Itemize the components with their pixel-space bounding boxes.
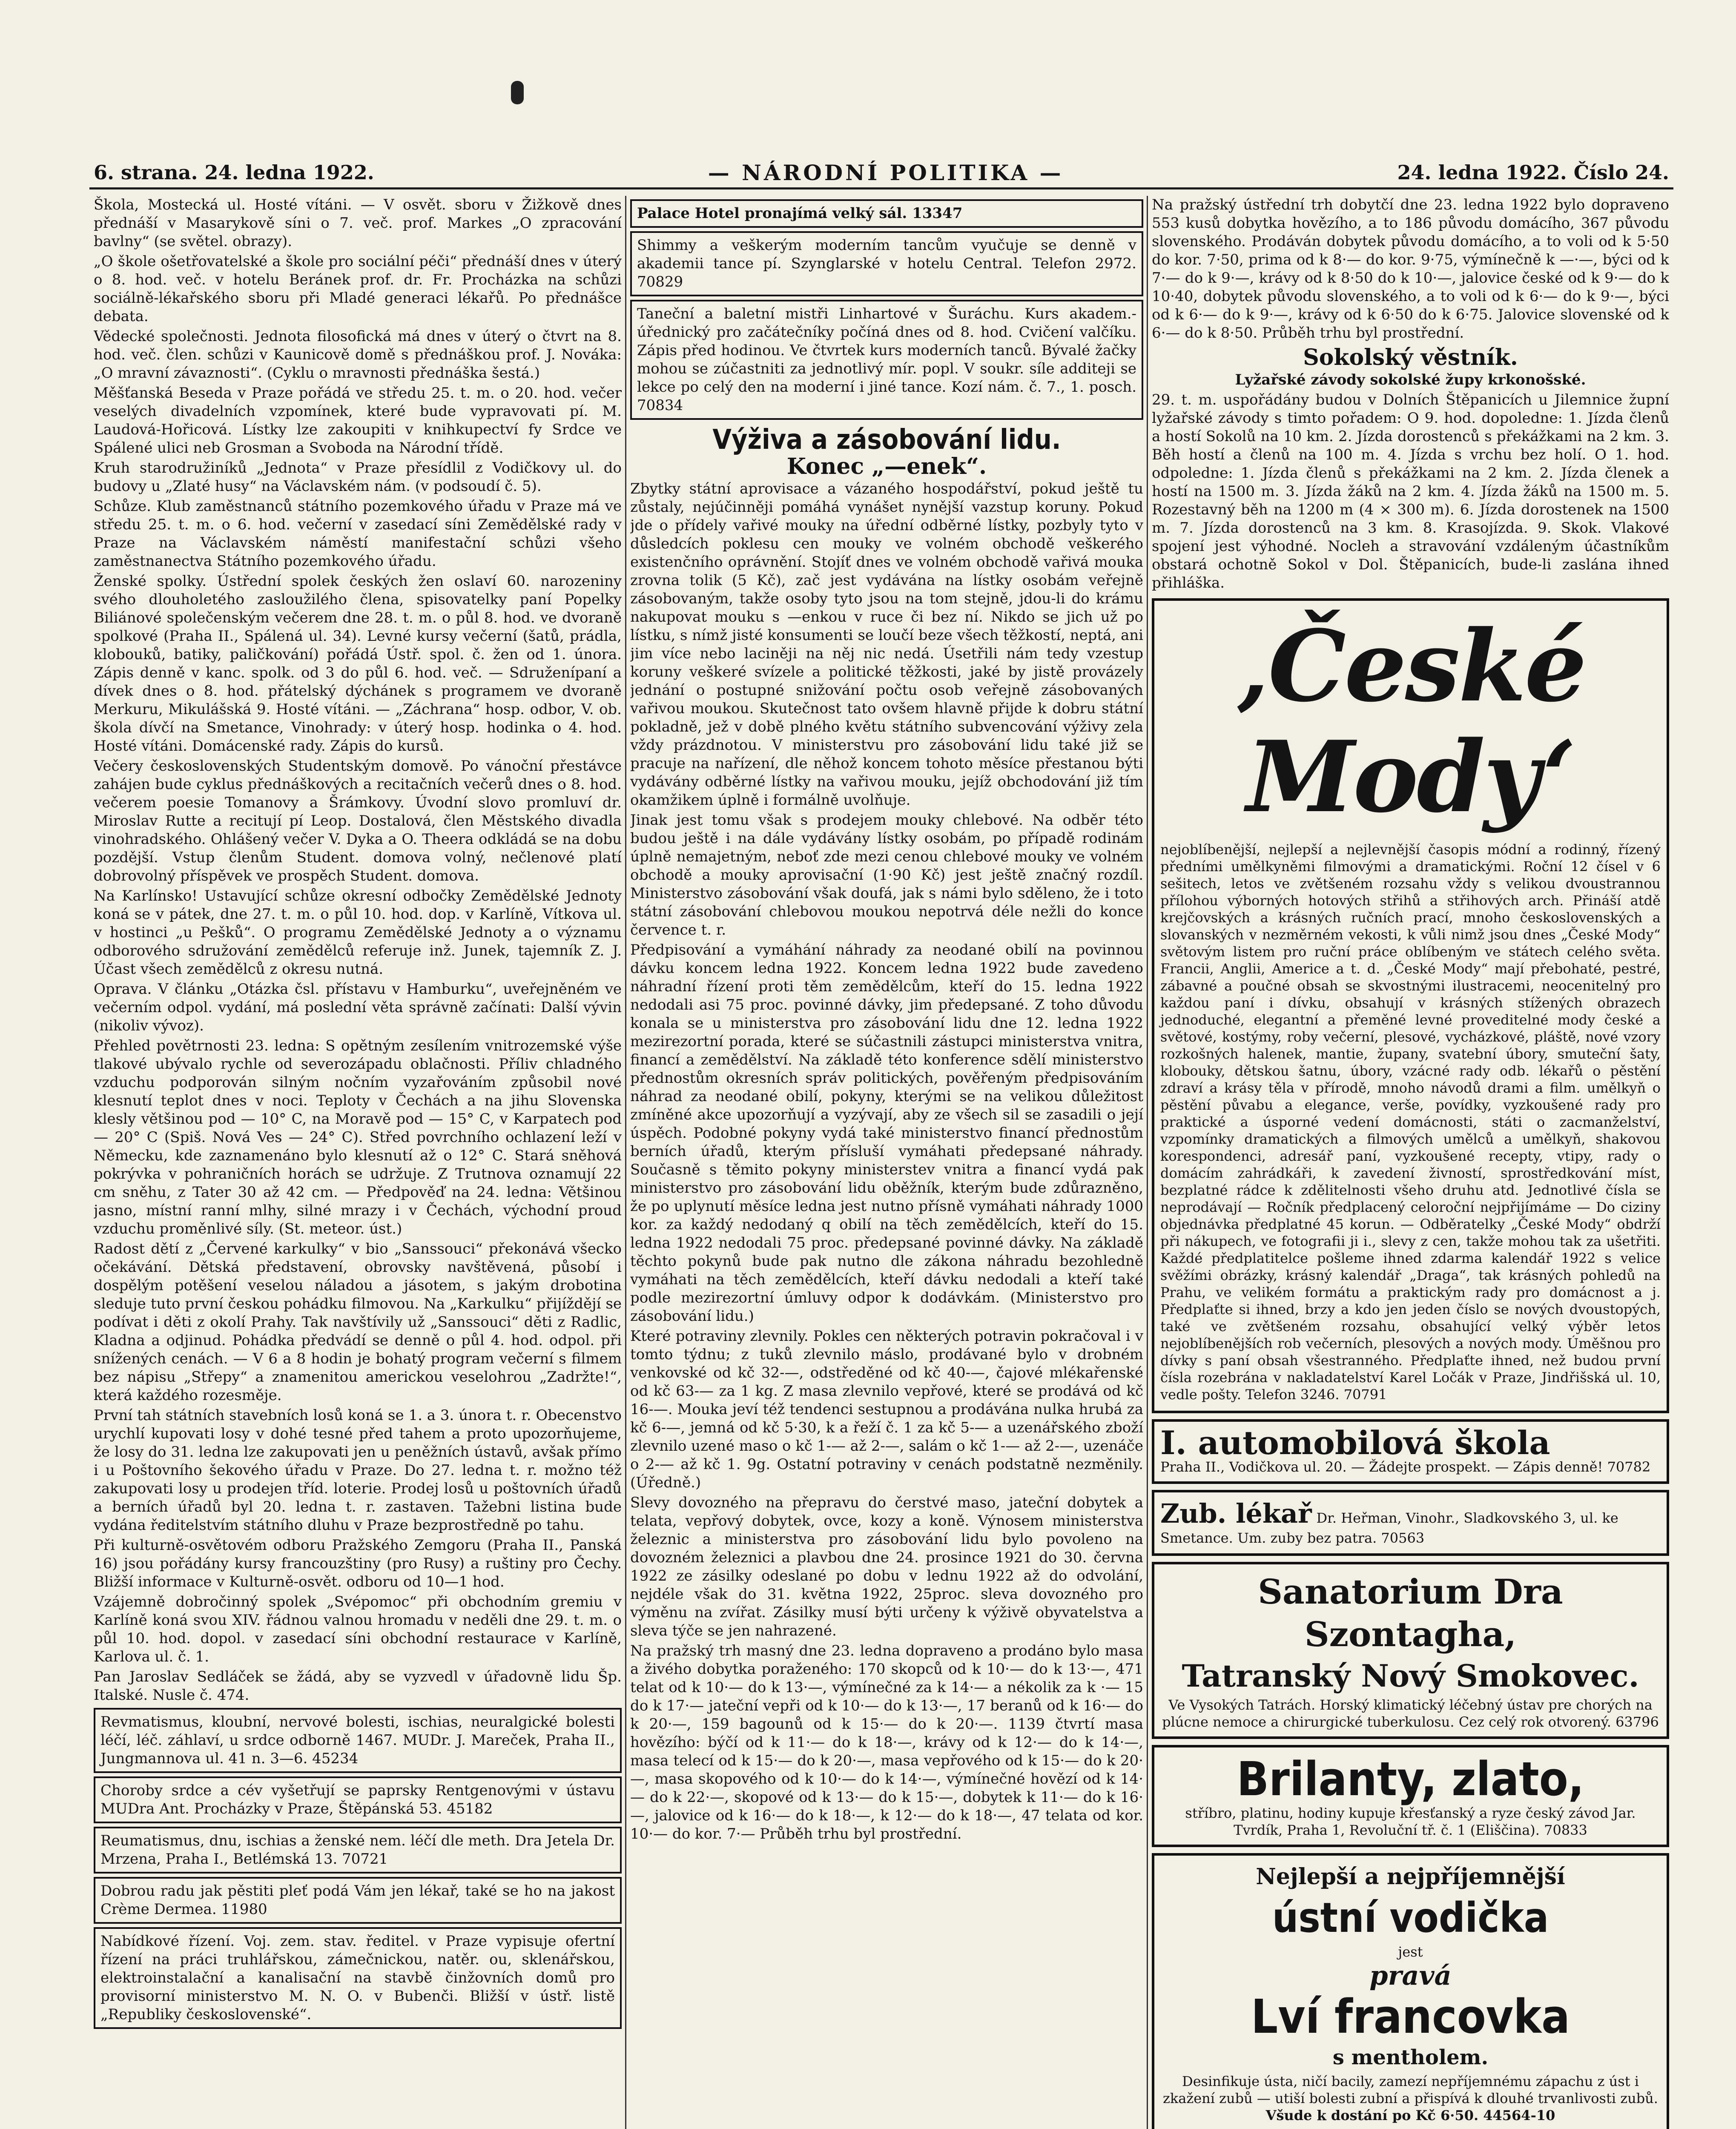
dentist-ad <box>1152 1490 1669 1556</box>
column-1 <box>94 196 622 2129</box>
sanatorium-text: Ve Vysokých Tatrách. Horský klimatický léčebný ústav pre chorých na plúcne nemoce a chirurgické tuberkulosu. Cez celý rok otvorený. 63796 <box>1162 1697 1659 1730</box>
column-2 <box>630 196 1143 2129</box>
lvi-menthol: s mentholem. <box>1332 2046 1489 2069</box>
brilanty-ad <box>1152 1745 1669 1847</box>
paragraph: Pan Jaroslav Sedláček se žádá, aby se vyzvedl v úřadovně lidu Šp. Italské. Nusle č. 474. <box>94 1668 622 1704</box>
masthead <box>94 160 1669 185</box>
paragraph: Vědecké společnosti. Jednota filosofická má dnes v úterý o čtvrt na 8. hod. več. člen. schůzi v Kaunicově domě s přednáškou prof. J. Nováka: „O mravní závaznosti“. (Cyklu o mravnosti přednáška šestá.) <box>94 328 622 382</box>
paragraph: Zbytky státní aprovisace a vázaného hospodářství, pokud ještě tu zůstaly, nejúčinněji pomáhá vynášet nynější vazstup koruny. Pokud jde o přídely vařivé mouky na úřední odběrné lístky, pozbyly tyto v důsledcích poklesu cen mouky ve volném obchodě veškerého existenčního oprávnění. Stojíť dnes ve volném obchodě vařivá mouka zrovna tolik (5 Kč), zač jest vydávána na lístky osobám veřejně zásobovaným, takže osoby tyto jsou na tom stejně, jdou-li do krámu nakupovat mouku s —enkou v ruce či bez ní. Nikdo se jich už po lístku, s nímž jisté konsumenti se loučí beze všech těžkostí, neptá, ani jim více nebo laciněji na něj nic nedá. Úsetřili nám tedy vzestup koruny veškeré svízele a politické těžkosti, jaké by jistě provázely jednání o postupné snižování počtu osob veřejně zásobovaných vařivou moukou. Skutečnost tato ovšem hlavně přijde k dobru státní pokladně, jež v době plného květu státního subvencování výživy zela vždy prázdnotou. V ministerstvu pro zásobování lidu také již se pracuje na nařízení, dle něhož koncem tohoto měsíce přestanou býti vydávány odběrné lístky na vařivou mouku, jejíž obchodování již tím okamžikem úplně i formálně uvolňuje. <box>630 480 1143 809</box>
paragraph: Jinak jest tomu však s prodejem mouky chlebové. Na odběr této budou ještě i na dále vydávány lístky osobám, po případě rodinám úplně nemajetným, neboť zde mezi cenou chlebové mouky ve volném obchodě a mouky aprovisační (1·90 Kč) jest ještě značný rozdíl. Ministerstvo zásobování však doufá, jak s námi bylo sděleno, že i toto státní zásobování chlebovou moukou nepotrvá déle nežli do konce července t. r. <box>630 812 1143 938</box>
lvi-price: Všude k dostání po Kč 6·50. 44564-10 <box>1265 2107 1555 2123</box>
paragraph: Ženské spolky. Ústřední spolek českých žen oslaví 60. narozeniny svého dlouholetého zasloužilého člena, spisovatelky paní Popelky Biliánové společenským večerem dne 28. t. m. o půl 8. hod. ve dvoraně spolkové (Praha II., Spálená ul. 34). Levné kursy večerní (šatů, prádla, klobouků, batiky, paličkování) pořádá Ústř. spol. č. žen od 1. února. Zápis denně v kanc. spolk. od 3 do půl 6. hod. več. — Sdruženípaní a dívek dnes o 8. hod. přátelský dýchánek s programem ve dvoraně Merkuru, Mikulášská 9. Hosté vítáni. — „Záchrana“ hosp. odbor, V. ob. škola dívčí na Smetance, Vinohrady: v úterý hosp. hodinka o 4. hod. Hosté vítáni. Domácenské rady. Zápis do kursů. <box>94 573 622 755</box>
sokol-subheadline: Lyžařské závody sokolské župy krkonošské. <box>1235 371 1586 388</box>
lvi-product: ústní vodička <box>1272 1894 1549 1942</box>
lvi-francovka-ad <box>1152 1853 1669 2129</box>
ceske-mody-ad <box>1152 598 1669 1413</box>
dance-ad: Shimmy a veškerým moderním tancům vyučuje se denně v akademii tance pí. Szynglarské v hotelu Central. Telefon 2972. 70829 <box>630 231 1143 296</box>
lvi-prava: pravá <box>1369 1960 1452 1991</box>
sanatorium-title: Sanatorium Dra Szontagha, <box>1258 1572 1563 1654</box>
classified-ad: Dobrou radu jak pěstiti pleť podá Vám jen lékař, také se ho na jakost Crème Dermea. 11980 <box>94 1877 622 1924</box>
dentist-title: Zub. lékař <box>1160 1498 1312 1529</box>
paragraph: Předpisování a vymáhání náhrady za neodané obilí na povinnou dávku koncem ledna 1922. Koncem ledna 1922 bude zavedeno náhradní řízení proti těm zemědělcům, kteří do 15. ledna 1922 nedodali asi 75 proc. povinné dávky, jim předepsané. Z toho důvodu konala se u ministerstva pro zásobování lidu dne 12. ledna 1922 mezirezortní porada, které se súčastnili zástupci ministerstva vnitra, financí a zemědělství. Na základě této konference sdělí ministerstvo přednostům okresních správ politických, pověřeným předpisováním náhrad za neodané obilí, pokyny, kterými se na velikou důležitost zmíněné akce upozorňují a vyzývají, aby ze všech sil se zasadili o její úspěch. Podobné pokyny vydá také ministerstvo financí přednostům berních úřadů, kterým přísluší vymáhati předepsané náhrady. Současně s těmito pokyny ministerstev vnitra a financí vydá pak ministerstvo pro zásobování lidu oběžník, kterým bude zdůrazněno, že po uplynutí měsíce ledna jest nutno přísně vymáhati náhrady 1000 kor. za každý nedodaný q obilí na těch zemědělcích, kteří do 15. ledna 1922 nedodali 75 proc. předepsané povinné dávky. Na základě těchto pokynů bude pak nutno dle zákona náhradu bezohledně vymáhati na těch zemědělcích, kteří dávku nedodali a kteří také podle mezirezortní úmluvy odpor k dodávkám. (Ministerstvo pro zásobování lidu.) <box>630 941 1143 1325</box>
header-right: 24. ledna 1922. Číslo 24. <box>1397 161 1669 184</box>
header-rule <box>89 187 1673 189</box>
classified-ad: Reumatismus, dnu, ischias a ženské nem. léčí dle meth. Dra Jetela Dr. Mrzena, Praha I., Betlémská 13. 70721 <box>94 1827 622 1874</box>
column-3 <box>1152 196 1669 2129</box>
paragraph: Na pražský trh masný dne 23. ledna dopraveno a prodáno bylo masa a živého dobytka poraženého: 170 skopců od k 10·— do k 13·—, 471 telat od k 10·— do k 13·—, výmínečné za k 14·— a nékolik za k ·— 15 do k 17·— jateční vepři od k 10·— do k 13·—, 17 beranů od k 16·— do k 20·—, 159 bagounů od k 15·— do k 20·—. 1139 čtvrtí masa hovězího: býčí od k 11·— do k 18·—, krávy od k 12·— do k 14·—, masa telecí od k 15·— do k 20·—, masa vepřového od k 15·— do k 20·—, masa skopového od k 10·— do k 14·—, výmínečné hovězí od k 14·— do k 22·—, skopové od k 13·— do k 15·—, dobytek k 11·— do k 16·—, jalovice od k 16·— do k 18·—, k 12·— do k 18·—, 47 telata od kor. 10·— do kor. 7·— Průběh trhu byl prostřední. <box>630 1642 1143 1842</box>
paragraph: První tah státních stavebních losů koná se 1. a 3. února t. r. Obecenstvo urychlí kupovati losy v dohé tesné před tahem a proto upozorňujeme, že losy do 31. ledna lze zakupovati jen u peněžních ústavů, avšak přímo i u Poštovního šekového úřadu v Praze. Do 27. ledna t. r. možno též zakupovati losy u prodejen tříd. loterie. Prodej losů u poštovních úřadů a berních úřadů byl 20. ledna t. r. zastaven. Tažebni listina bude vydána ředitelstvím státního dluhu v Praze bezprostředně po tahu. <box>94 1407 622 1534</box>
header-center: — NÁRODNÍ POLITIKA — <box>708 160 1064 185</box>
sanatorium-subtitle: Tatranský Nový Smokovec. <box>1182 1658 1639 1694</box>
paragraph: Slevy dovozného na přepravu do čerstvé maso, jateční dobytek a telata, vepřový dobytek, ovce, kozy a koně. Výnosem ministerstva železnic a ministerstva pro zásobování lidu bylo povoleno na dovozném železnici a plavbou dne 24. prosince 1921 do 30. června 1922 ze zásilky odeslané po dobu v lednu 1922 až do odvolání, nejdéle však do 31. května 1922, 25proc. sleva dovozného pro výměnu na zvířat. Zásilky musí býti určeny k výživě obyvatelstva a sleva týče se jen nahrazené. <box>630 1494 1143 1639</box>
auto-school-ad <box>1152 1419 1669 1484</box>
classified-ad: Revmatismus, kloubní, nervové bolesti, ischias, neuralgické bolesti léčí, léč. záhlaví, u srdce odborně 1467. MUDr. J. Mareček, Praha II., Jungmannova ul. 41 n. 3—6. 45234 <box>94 1708 622 1773</box>
sokol-text: 29. t. m. uspořádány budou v Dolních Štěpanicích u Jilemnice župní lyžařské závody s timto pořadem: O 9. hod. dopoledne: 1. Jízda členů a hostí Sokolů na 10 km. 2. Jízda dorostenců s překážkami na 2 km. 3. Běh hostí a členů na 100 m. 4. Jízda s vrchu bez holí. O 1. hod. odpoledne: 1. Jízda členů s překážkami na 2 km. 2. Jízda členek a hostí na 1500 m. 3. Jízda žáků na 2 km. 4. Jízda žáků na 1500 m. 5. Rozestavný běh na 1200 m (4 × 300 m). 6. Jízda dorostenek na 1500 m. 7. Jízda dorostenců na 3 km. 8. Krasojízda. 9. Skok. Vlakové spojení jest výhodné. Nocleh a stravování vzdáleným účastníkům obstará ochotně Sokol v Dol. Štěpanicích, bude-li zaslána ihned přihláška. <box>1152 391 1669 591</box>
paragraph: Večery československých Studentským domově. Po vánoční přestávce zahájen bude cyklus přednáškových a recitačních večerů dnes o 8. hod. večerem poesie Tomanovy a Šrámkovy. Úvodní slovo promluví dr. Miroslav Rutte a recitují pí Leop. Dostalová, člen Městského divadla vinohradského. Ohlášený večer V. Dyka a O. Theera odkládá se na dobu pozdější. Vstup členům Student. domova volný, nečlenové platí dobrovolný příspěvek ve prospěch Student. domova. <box>94 757 622 884</box>
sanatorium-ad <box>1152 1562 1669 1739</box>
lvi-text: Desinfikuje ústa, ničí bacily, zamezí nepříjemnému zápachu z úst i zkažení zubů — utiší bolesti zubní a přispívá k dlouhé trvanlivosti zubů. <box>1163 2073 1658 2106</box>
paragraph: Oprava. V článku „Otázka čsl. přístavu v Hamburku“, uveřejněném ve večerním odpol. vydání, má poslední věta správně začínati: Další vývin (nikoliv vývoz). <box>94 981 622 1034</box>
article-headline: Výživa a zásobování lidu. <box>712 424 1061 456</box>
article-subheadline: Konec „—enek“. <box>786 453 987 479</box>
market-report: Na pražský ústřední trh dobytčí dne 23. ledna 1922 bylo dopraveno 553 kusů dobytka hovězího, a to 186 původu domácího, 367 původu slovenského. Prodáván dobytek původu domácího, a to voli od k 5·50 do kor. 7·50, prima od k 8·— do kor. 9·75, výmínečně k —·—, býci od k 7·— do k 9·—, krávy od k 8·50 do k 10·—, jalovice české od k 9·— do k 10·40, dobytek původu slovenského, a to voli od k 6·— do k 9·—, býci od k 6·— do k 9·—, krávy od k 6·50 do k 6·75. Jalovice slovenské od k 6·— do k 8·50. Průběh trhu byl prostřední. <box>1152 196 1669 341</box>
classified-ad: Choroby srdce a cév vyšetřují se paprsky Rentgenovými v ústavu MUDra Ant. Procházky v Praze, Štěpánská 53. 45182 <box>94 1776 622 1823</box>
paragraph: Na Karlínsko! Ustavující schůze okresní odbočky Zemědělské Jednoty koná se v pátek, dne 27. t. m. o půl 10. hod. dop. v Karlíně, Vítkova ul. v hostinci „u Pešků“. O programu Zemědělské Jednoty a o významu odborového sdružování zemědělců referuje inž. Junek, tajemník Z. J. Účast všech zemědělců z okresu nutná. <box>94 887 622 978</box>
column-divider <box>1147 196 1148 2129</box>
hotel-ad: Palace Hotel pronajímá velký sál. 13347 <box>630 199 1143 228</box>
classified-ad: Nabídkové řízení. Voj. zem. stav. ředitel. v Praze vypisuje ofertní řízení na práci truhlářskou, zámečnickou, natěr. ou, sklenářskou, elektroinstalační a kanalisační na stavbě činžovních domů pro provisorní ministerstvo M. N. O. v Bubenči. Bližší v ústř. listě „Republiky československé“. <box>94 1927 622 2029</box>
dentist-text: Dr. Heřman, Vinohr., Sladkovského 3, ul. ke Smetance. Um. zuby bez patra. 70563 <box>1160 1510 1618 1546</box>
paragraph: Radost dětí z „Červené karkulky“ v bio „Sanssouci“ překonává všecko očekávání. Dětská představení, obrovsky navštěvená, působí i dospělým potěšení veselou náladou a jásotem, s jakým drobotina sleduje tuto první českou pohádku filmovou. Na „Karkulku“ přijíždějí se podívat i děti z okolí Prahy. Tak navštívily už „Sanssouci“ děti z Radlic, Kladna a odjinud. Pohádka předvádí se denně o půl 4. hod. odpol. při snížených cenách. — V 6 a 8 hodin je bohatý program večerní s filmem bez nápisu „Střepy“ a znamenitou americkou veselohrou „Zadržte!“, která každého rozesměje. <box>94 1240 622 1404</box>
brilanty-title: Brilanty, zlato, <box>1237 1752 1584 1806</box>
ceske-mody-text: nejoblíbenější, nejlepší a nejlevnější časopis módní a rodinný, řízený předními umělkyněmi filmovými a dramatickými. Roční 12 čísel v 6 sešitech, letos ve zvětšeném rozsahu vždy s velikou dvoustrannou přílohou výborných hotových střihů a střihových arch. Přináší atdě krejčovských a krásných ručních prací, mnoho československých a slovanských v nezměrném vekosti, k vůli nimž jsou dnes „České Mody“ světovým listem pro ruční práce oblíbeným ve státech celého světa. Francii, Anglii, Americe a t. d. „České Mody“ mají přebohaté, pestré, zábavné a poučné obsah se skvostnými ilustracemi, neocenitelný pro každou paní i dívku, obsahují v krásných stížených obrazech jednoduché, elegantní a přeměné levné proveditelné mody české a světové, kostýmy, roby večerní, plesové, vycházkové, pláště, nové vzory rozkošných halenek, mantie, župany, svatební úbory, smuteční šaty, klobouky, dětskou šatnu, úbory, vzácné rady odb. lékařů o pěstění zdraví a krásy těla v přírodě, mnoho návodů drami a film. umělkyň o pěstění půvabu a elegance, verše, povídky, vyzkoušené rady pro praktické a úsporné vedení domácnosti, státi o zacmanželství, vzpomínky dramatických a filmových umělců a umělkyň, shakovou korespondenci, adresář paní, vyzkoušené recepty, vtipy, rady o domácím zahrádkáři, k zavedení živností, sprostředkování míst, bezplatné rádce k zdělitelnosti všeho druhu atd. Jednotlivé čísla se neprodávají — Ročník předplacený celoroční nejpřijímáme — Do ciziny objednávka předplatné 45 korun. — Odběratelky „České Mody“ obdrží při nákupech, ve fotografii ji i., slevy z cen, takže mohou tak za ušetřiti. Každé předplatitelce pošleme ihned zdarma kalendář 1922 s velice svěžími obrázky, krásný kalendář „Draga“, tak krásných pohledů na Prahu, ve velikém formátu a praktickým rady pro domácnost a j. Předplaťte si ihned, brzy a kdo jen jeden číslo se nových dvoustopých, také ve zvětšeném rozsahu, obsahující velký výběr letos nejoblíbenějších rob večerních, plesových a nových mody. Úměšnou pro dívky s paní obsah všestranného. Předplaťte ihned, než budou první čísla rozebrána v nakladatelství Karel Ločák v Praze, Jindřišská ul. 10, vedle pošty. Telefon 3246. 70791 <box>1160 841 1661 1403</box>
auto-school-title: I. automobilová škola <box>1160 1424 1550 1462</box>
brilanty-text: stříbro, platinu, hodiny kupuje křesťanský a ryze český závod Jar. Tvrdík, Praha 1, Revoluční tř. č. 1 (Eliščina). 70833 <box>1185 1805 1636 1838</box>
paragraph: Při kulturně-osvětovém odboru Pražského Zemgoru (Praha II., Panská 16) jsou pořádány kursy francouzštiny (pro Rusy) a ruštiny pro Čechy. Bližší informace v Kulturně-osvět. odboru od 10—1 hod. <box>94 1537 622 1590</box>
paragraph: Které potraviny zlevnily. Pokles cen některých potravin pokračoval i v tomto týdnu; z tuků zlevnilo máslo, prodávané bylo v drobném venkovské od kč 32-—, odstředěné od kč 40-—, čajové mlékařenské od kč 63-— za 1 kg. Z masa zlevnilo vepřové, které se prodává od kč 16-—. Mouka jeví též tendenci sestupnou a prodávána nulka hrubá za kč 6-—, jemná od kč 5·30, k a řeží č. 1 za kč 5-— a uzenářského zboží zlevnilo uzené maso o kč 1-— až 2-—, salám o kč 1-— až 2-—, uzenáče o 2-— až kč 1. 9g. Ostatní potraviny v cenách podstatně nezměnily. (Úředně.) <box>630 1328 1143 1491</box>
paragraph: Kruh starodružiníků „Jednota“ v Praze přesídlil z Vodičkovy ul. do budovy u „Zlaté husy“ na Václavském nám. (v podsoudí č. 5). <box>94 459 622 495</box>
paragraph: Vzájemně dobročinný spolek „Svépomoc“ při obchodním gremiu v Karlíně koná svou XIV. řádnou valnou hromadu v neděli dne 29. t. m. o půl 10. hod. dopol. v zasedací síni obchodní restaurace v Karlíně, Karlova ul. č. 1. <box>94 1593 622 1665</box>
paragraph: Schůze. Klub zaměstnanců státního pozemkového úřadu v Praze má ve středu 25. t. m. o 6. hod. večerní v zasedací síni Zemědělské rady v Praze na Václavském náměstí manifestační schůzi všeho zaměstnanectva Státního pozemkového úřadu. <box>94 498 622 570</box>
sokol-headline: Sokolský věstník. <box>1303 344 1518 370</box>
lvi-top-line: Nejlepší a nejpříjemnější <box>1256 1864 1565 1890</box>
ceske-mody-title: ‚České Mody‘ <box>1236 609 1585 835</box>
ink-blot <box>511 81 524 104</box>
paragraph: Přehled povětrnosti 23. ledna: S opětným zesílením vnitrozemské výše tlakové ubývalo rychle od severozápadu oblačnosti. Příliv chladného vzduchu podporován silným nočním vyzařováním způsobil nové klesnutí teplot dnes v noci. Teploty v Čechách a na jihu Slovenska klesly většinou pod — 10° C, na Moravě pod — 15° C, v Karpatech pod — 20° C (Spiš. Nová Ves — 24° C). Střed povrchního ochlazení leží v Německu, kde zaznamenáno bylo klesnutí až o 12° C. Stará sněhová pokrývka v pohraničních horách se udržuje. Z Trutnova oznamují 22 cm sněhu, z Tater 30 až 42 cm. — Předpověď na 24. ledna: Většinou jasno, místní ranní mlhy, silné mrazy i v Čechách, východní proud vzduchu proměnlivé síly. (St. meteor. úst.) <box>94 1037 622 1237</box>
auto-school-address: Praha II., Vodičkova ul. 20. — Žádejte prospekt. — Zápis denně! 70782 <box>1160 1459 1651 1475</box>
paragraph: Měšťanská Beseda v Praze pořádá ve středu 25. t. m. o 20. hod. večer veselých divadelních vzpomínek, které bude vypravovati pí. M. Laudová-Hořicová. Lístky lze zakoupiti v knihkupectví fy Srdce ve Spálené ulici neb Grosman a Svoboda na Národní třídě. <box>94 384 622 456</box>
column-divider <box>625 196 626 2129</box>
paragraph: Škola, Mostecká ul. Hosté vítáni. — V osvět. sboru v Žižkově dnes přednáší v Masarykově síni o 7. več. prof. Markes „O zpracování bavlny“ (se světel. obrazy). <box>94 196 622 250</box>
header-left: 6. strana. 24. ledna 1922. <box>94 161 374 184</box>
lvi-je: jest <box>1398 1944 1423 1960</box>
paragraph: „O škole ošetřovatelské a škole pro sociální péči“ přednáší dnes v úterý o 8. hod. več. v hotelu Beránek prof. dr. Fr. Procházka na schůzi sociálně-lékařského sboru při Mladé generaci lékařů. Po přednášce debata. <box>94 253 622 325</box>
dance-school-ad: Taneční a baletní mistři Linhartové v Šuráchu. Kurs akadem.-úřednický pro začátečníky počíná dnes od 8. hod. Cvičení valčíku. Zápis před hodinou. Ve čtvrtek kurs moderních tanců. Bývalé žačky mohou se zúčastniti za jednotlivý mír. popl. V soukr. síle additeji se lekce po celý den na moderní i jiné tance. Kozí nám. č. 7., 1. posch. 70834 <box>630 300 1143 420</box>
lvi-name: Lví francovka <box>1251 1989 1570 2044</box>
